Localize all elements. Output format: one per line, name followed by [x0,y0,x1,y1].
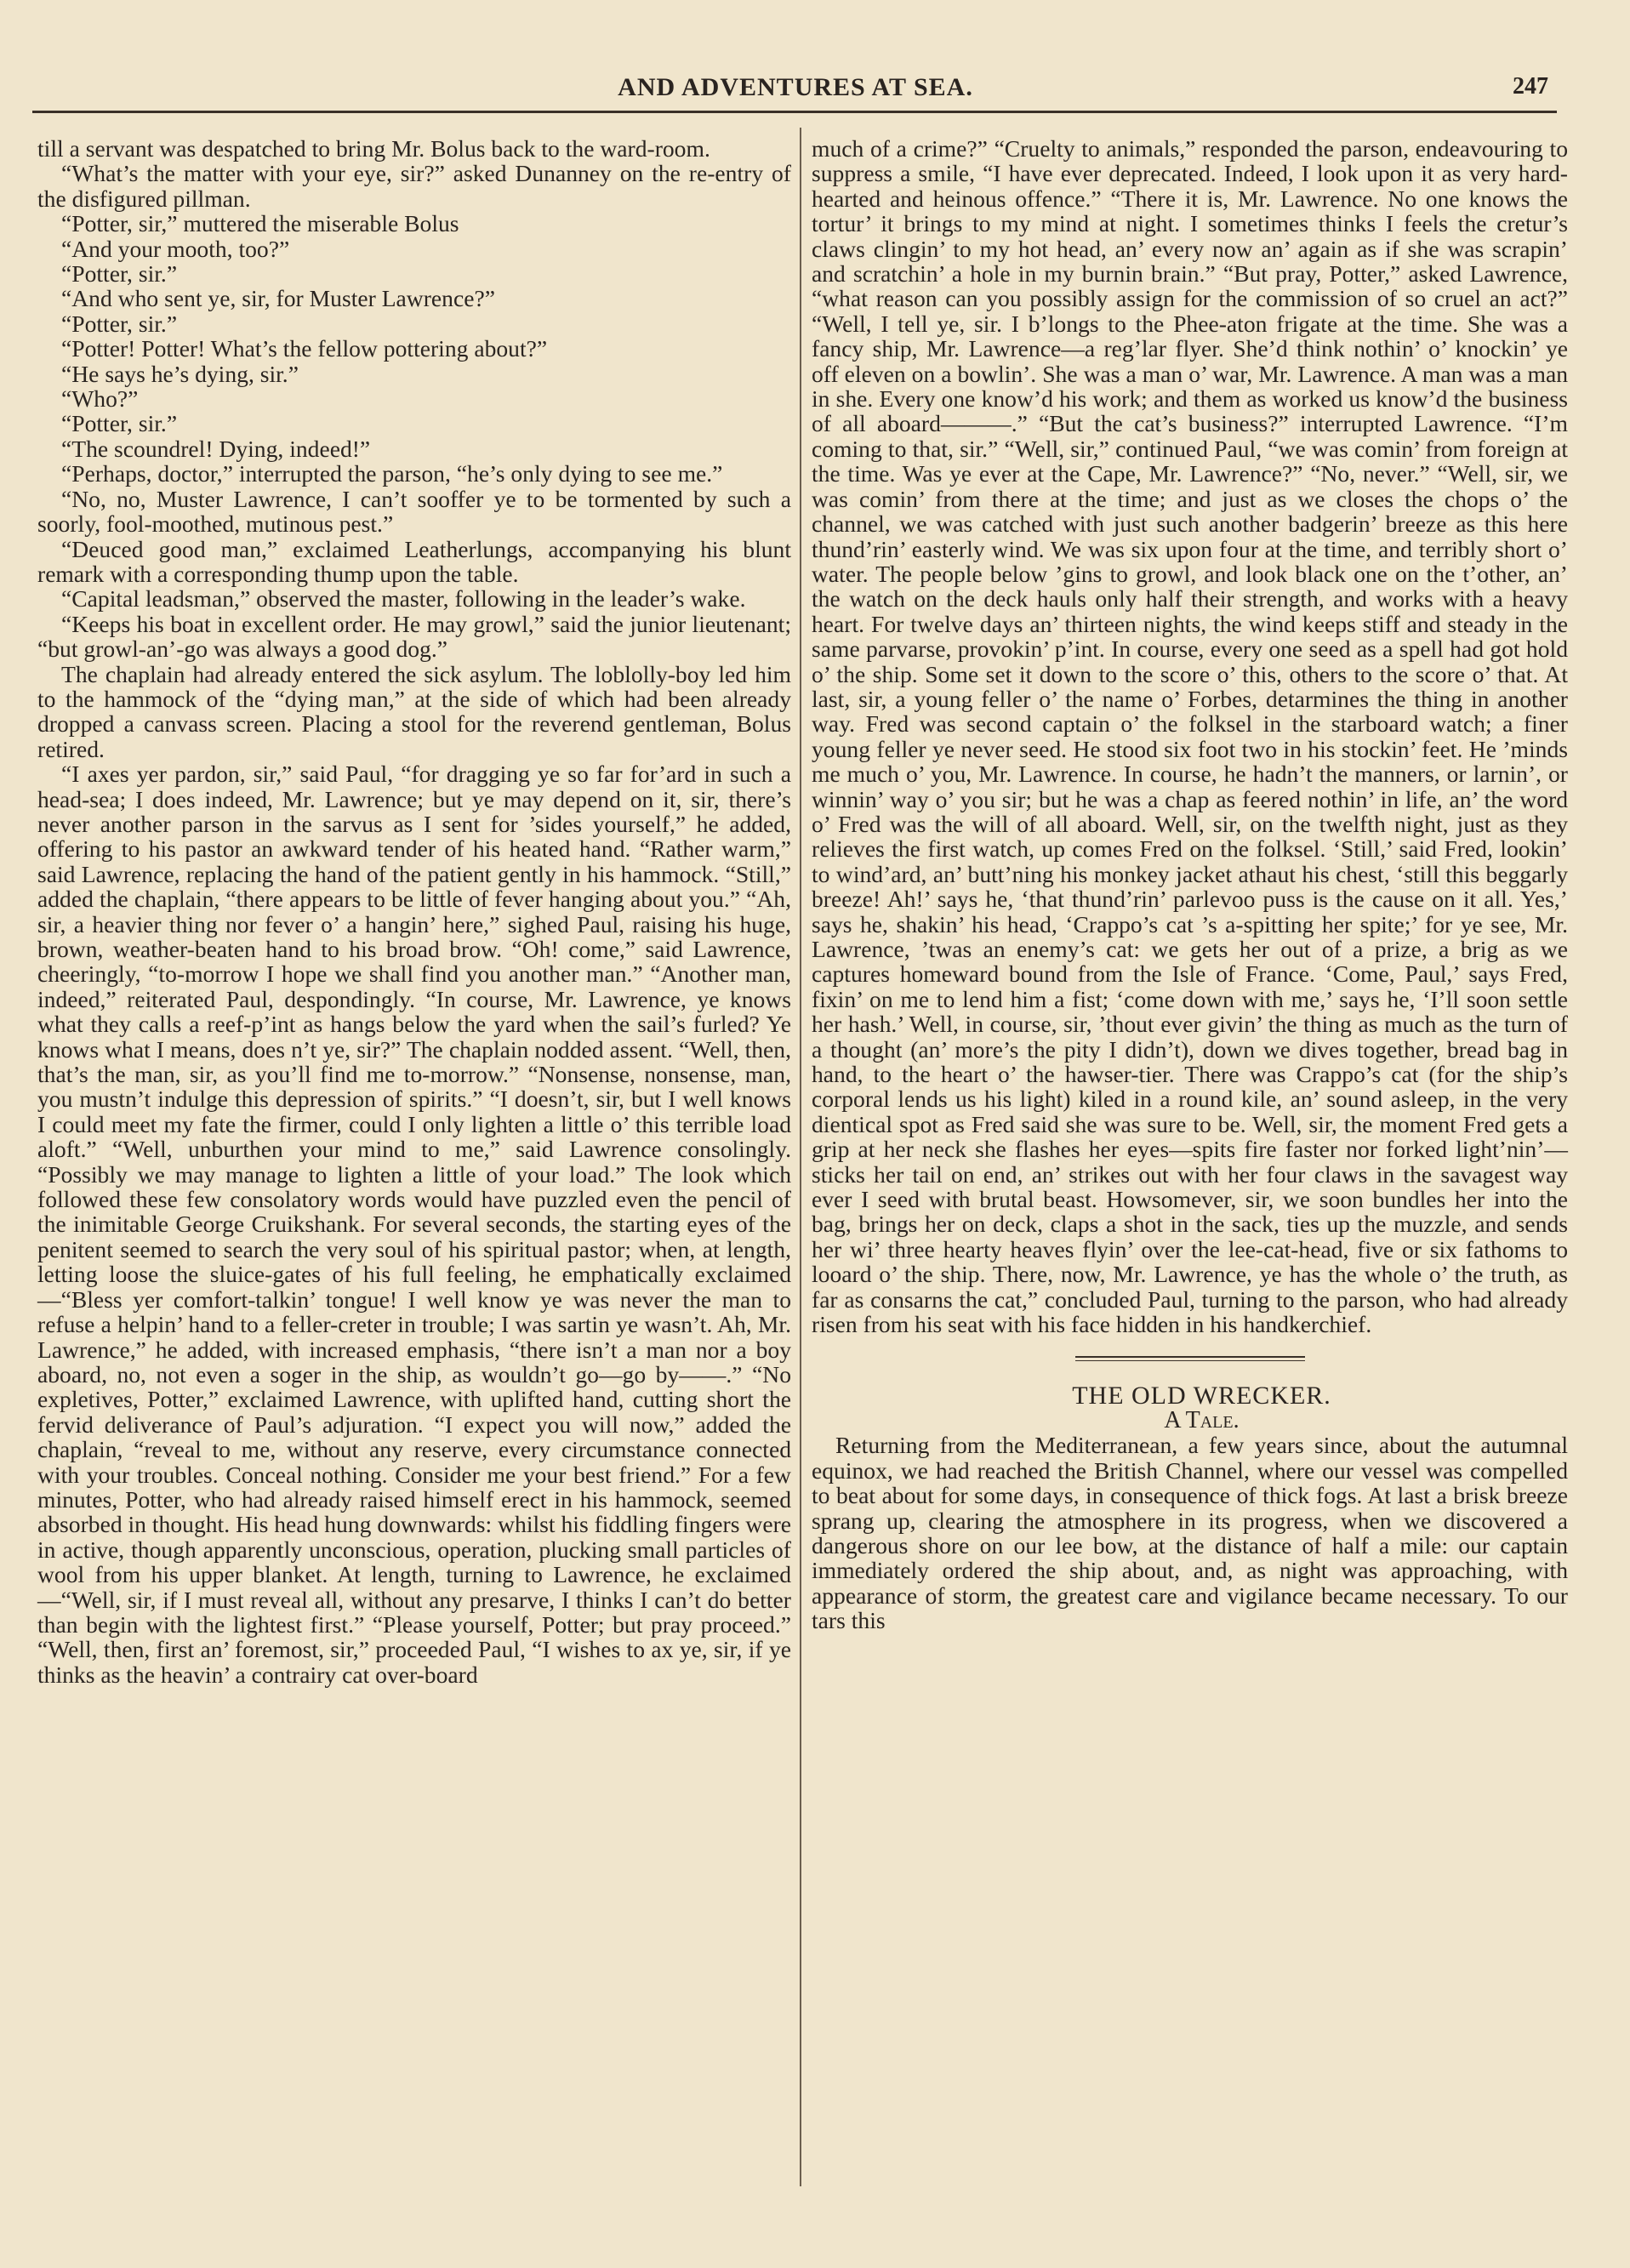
page-header [43,73,1548,104]
paragraph: “No, no, Muster Lawrence, I can’t sooffer ye to be tormented by such a soorly, fool-moothed, mutinous pest.” [37,485,791,538]
paragraph: “And who sent ye, sir, for Muster Lawrence?” [61,285,495,312]
paragraph: “Potter, sir.” [61,310,178,337]
story-opening-paragraph: Returning from the Mediterranean, a few years since, about the autumnal equinox, we had reached the British Channel, where our vessel was compelled to beat about for some days, in consequence of thick fogs. At last a brisk breeze sprang up, clearing the atmosphere in its progress, when we discovered a dangerous shore on our lee bow, at the distance of half a mile: our captain immediately ordered the ship about, and, as night was approaching, with appearance of storm, the greatest care and vigilance became necessary. To our tars this [812,1432,1568,1634]
paragraph: “Who?” [61,385,139,413]
paragraph: “What’s the matter with your eye, sir?” asked Dunanney on the re-entry of the disfigured pillman. [37,160,791,212]
paragraph: “And your mooth, too?” [61,235,290,262]
paragraph: “Capital leadsman,” observed the master, following in the leader’s wake. [61,585,746,613]
paragraph: “Deuced good man,” exclaimed Leatherlungs, accompanying his blunt remark with a corresponding thump upon the table. [37,535,791,587]
running-title: AND ADVENTURES AT SEA. [618,73,973,101]
paragraph: “Potter, sir,” muttered the miserable Bolus [61,210,459,237]
column-divider [800,128,801,2186]
paragraph: till a servant was despatched to bring Mr. Bolus back to the ward-room. [37,135,710,162]
paragraph: “Keeps his boat in excellent order. He may growl,” said the junior lieutenant; “but growl-an’-go was always a good dog.” [37,610,791,663]
paragraph: “The scoundrel! Dying, indeed!” [61,435,371,462]
left-column [37,136,791,1687]
section-divider [1075,1356,1305,1361]
story-subtitle: A Tale. [1164,1406,1240,1433]
header-rule [32,111,1557,113]
right-column [812,136,1568,1633]
page-number: 247 [1513,73,1548,100]
story-title: THE OLD WRECKER. [1072,1381,1331,1410]
paragraph: “Potter, sir.” [61,410,178,437]
paragraph: The chaplain had already entered the sick asylum. The loblolly-boy led him to the hammock of the “dying man,” at the side of which had been already dropped a canvass screen. Placing a stool for the reverend gentleman, Bolus retired. [37,660,791,762]
paragraph: much of a crime?” “Cruelty to animals,” responded the parson, endeavouring to suppress a smile, “I have ever deprecated. Indeed, I look upon it as very hard-hearted and heinous offence.” “There it is, Mr. Lawrence. No one knows the tortur’ it brings to my mind at night. I sometimes thinks I feels the cretur’s claws clingin’ to my hot head, an’ every now an’ again as if she was scrapin’ and scratchin’ a hole in my burnin brain.” “But pray, Potter,” asked Lawrence, “what reason can you possibly assign for the commission of so cruel an act?” “Well, I tell ye, sir. I b’longs to the Phee-aton frigate at the time. She was a fancy ship, Mr. Lawrence—a reg’lar flyer. She’d think nothin’ o’ knockin’ ye off eleven on a bowlin’. She was a man o’ war, Mr. Lawrence. A man was a man in she. Every one know’d his work; and them as worked us know’d the business of all aboard———.” “But the cat’s business?” interrupted Lawrence. “I’m coming to that, sir.” “Well, sir,” continued Paul, “we was comin’ from foreign at the time. Was ye ever at the Cape, Mr. Lawrence?” “No, never.” “Well, sir, we was comin’ from there at the time; and just as we closes the chops o’ the channel, we was catched with just such another badgerin’ breeze as this here thund’rin’ easterly wind. We was six upon four at the time, and terribly short o’ water. The people below ’gins to growl, and look black one on the t’other, an’ the watch on the deck hauls only half their strength, and works with a heavy heart. For twelve days an’ thirteen nights, the wind keeps stiff and steady in the same parvarse, provokin’ p’int. In course, every one seed as a spell had got hold o’ the ship. Some set it down to the score o’ this, others to the score o’ that. At last, sir, a young feller o’ the name o’ Forbes, detarmines the thing in another way. Fred was second captain o’ the folksel in the starboard watch; a finer young feller ye never seed. He stood six foot two in his stockin’ feet. He ’minds me much o’ you, Mr. Lawrence. In course, he hadn’t the manners, or larnin’, or winnin’ way o’ you sir; but he was a chap as feered nothin’ in life, an’ the word o’ Fred was the will of all aboard. Well, sir, on the twelfth night, just as they relieves the first watch, up comes Fred on the folksel. ‘Still,’ said Fred, lookin’ to wind’ard, an’ butt’ning his monkey jacket athaut his chest, ‘still this beggarly breeze! Ah!’ says he, ‘that thund’rin’ parlevoo puss is the cause on it all. Yes,’ says he, shakin’ his head, ‘Crappo’s cat ’s a-spitting her spite;’ for ye see, Mr. Lawrence, ’twas an enemy’s cat: we gets her out of a prize, a brig as we captures homeward bound from the Isle of France. ‘Come, Paul,’ says Fred, fixin’ on me to lend him a fist; ‘come down with me,’ says he, ‘I’ll soon settle her hash.’ Well, in course, sir, ’thout ever givin’ the thing as much as the turn of a thought (an’ more’s the pity I didn’t), down we dives together, bread bag in hand, to the heart o’ the hawser-tier. There was Crappo’s cat (for the ship’s corporal lends us his light) kiled in a round kile, an’ sound asleep, in the very dientical spot as Fred said she was sure to be. Well, sir, the moment Fred gets a grip at her neck she flashes her eyes—spits fire faster nor forked light’nin’—sticks her tail on end, an’ strikes out with her four claws in the savagest way ever I seed with brutal beast. Howsomever, sir, we soon bundles her into the bag, brings her on deck, claps a shot in the sack, ties up the muzzle, and sends her wi’ three hearty heaves flyin’ over the lee-cat-head, five or six fathoms to looard o’ the ship. There, now, Mr. Lawrence, ye has the whole o’ the truth, as far as consarns the cat,” concluded Paul, turning to the parson, who had already risen from his seat with his face hidden in his handkerchief. [812,135,1568,1338]
paragraph: “I axes yer pardon, sir,” said Paul, “for dragging ye so far for’ard in such a head-sea; I does indeed, Mr. Lawrence; but ye may depend on it, sir, there’s never another parson in the sarvus as I sent for ’sides yourself,” he added, offering to his pastor an awkward tender of his heated hand. “Rather warm,” said Lawrence, replacing the hand of the patient gently in his hammock. “Still,” added the chaplain, “there appears to be little of fever hanging about you.” “Ah, sir, a heavier thing nor fever o’ a hangin’ here,” sighed Paul, raising his huge, brown, weather-beaten hand to his broad brow. “Oh! come,” said Lawrence, cheeringly, “to-morrow I hope we shall find you another man.” “Another man, indeed,” reiterated Paul, despondingly. “In course, Mr. Lawrence, ye knows what they calls a reef-p’int as hangs below the yard when the sail’s furled? Ye knows what I means, does n’t ye, sir?” The chaplain nodded assent. “Well, then, that’s the man, sir, as you’ll find me to-morrow.” “Nonsense, nonsense, man, you mustn’t indulge this depression of spirits.” “I doesn’t, sir, but I well knows I could meet my fate the firmer, could I only lighten a little o’ this terrible load aloft.” “Well, unburthen your mind to me,” said Lawrence consolingly. “Possibly we may manage to lighten a little of your load.” The look which followed these few consolatory words would have puzzled even the pencil of the inimitable George Cruikshank. For several seconds, the starting eyes of the penitent seemed to search the very soul of his spiritual pastor; when, at length, letting loose the sluice-gates of his full feeling, he emphatically exclaimed—“Bless yer comfort-talkin’ tongue! I well know ye was never the man to refuse a helpin’ hand to a feller-creter in trouble; I was sartin ye wasn’t. Ah, Mr. Lawrence,” he added, with increased emphasis, “there isn’t a man nor a boy aboard, no, not even a soger in the ship, as wouldn’t go—go by——.” “No expletives, Potter,” exclaimed Lawrence, with uplifted hand, cutting short the fervid deliverance of Paul’s adjuration. “I expect you will now,” added the chaplain, “reveal to me, without any reserve, every circumstance connected with your troubles. Conceal nothing. Consider me your best friend.” For a few minutes, Potter, who had already raised himself erect in his hammock, seemed absorbed in thought. His head hung downwards: whilst his fiddling fingers were in active, though apparently unconscious, operation, plucking small particles of wool from his upper blanket. At length, turning to Lawrence, he exclaimed—“Well, sir, if I must reveal all, without any presarve, I thinks I can’t do better than begin with the lightest first.” “Please yourself, Potter; but pray proceed.” “Well, then, first an’ foremost, sir,” proceeded Paul, “I wishes to ax ye, sir, if ye thinks as the heavin’ a contrairy cat over-board [37,761,791,1688]
paragraph: “Perhaps, doctor,” interrupted the parson, “he’s only dying to see me.” [61,460,723,487]
paragraph: “He says he’s dying, sir.” [61,360,299,387]
paragraph: “Potter! Potter! What’s the fellow pottering about?” [61,335,548,362]
paragraph: “Potter, sir.” [61,260,178,288]
